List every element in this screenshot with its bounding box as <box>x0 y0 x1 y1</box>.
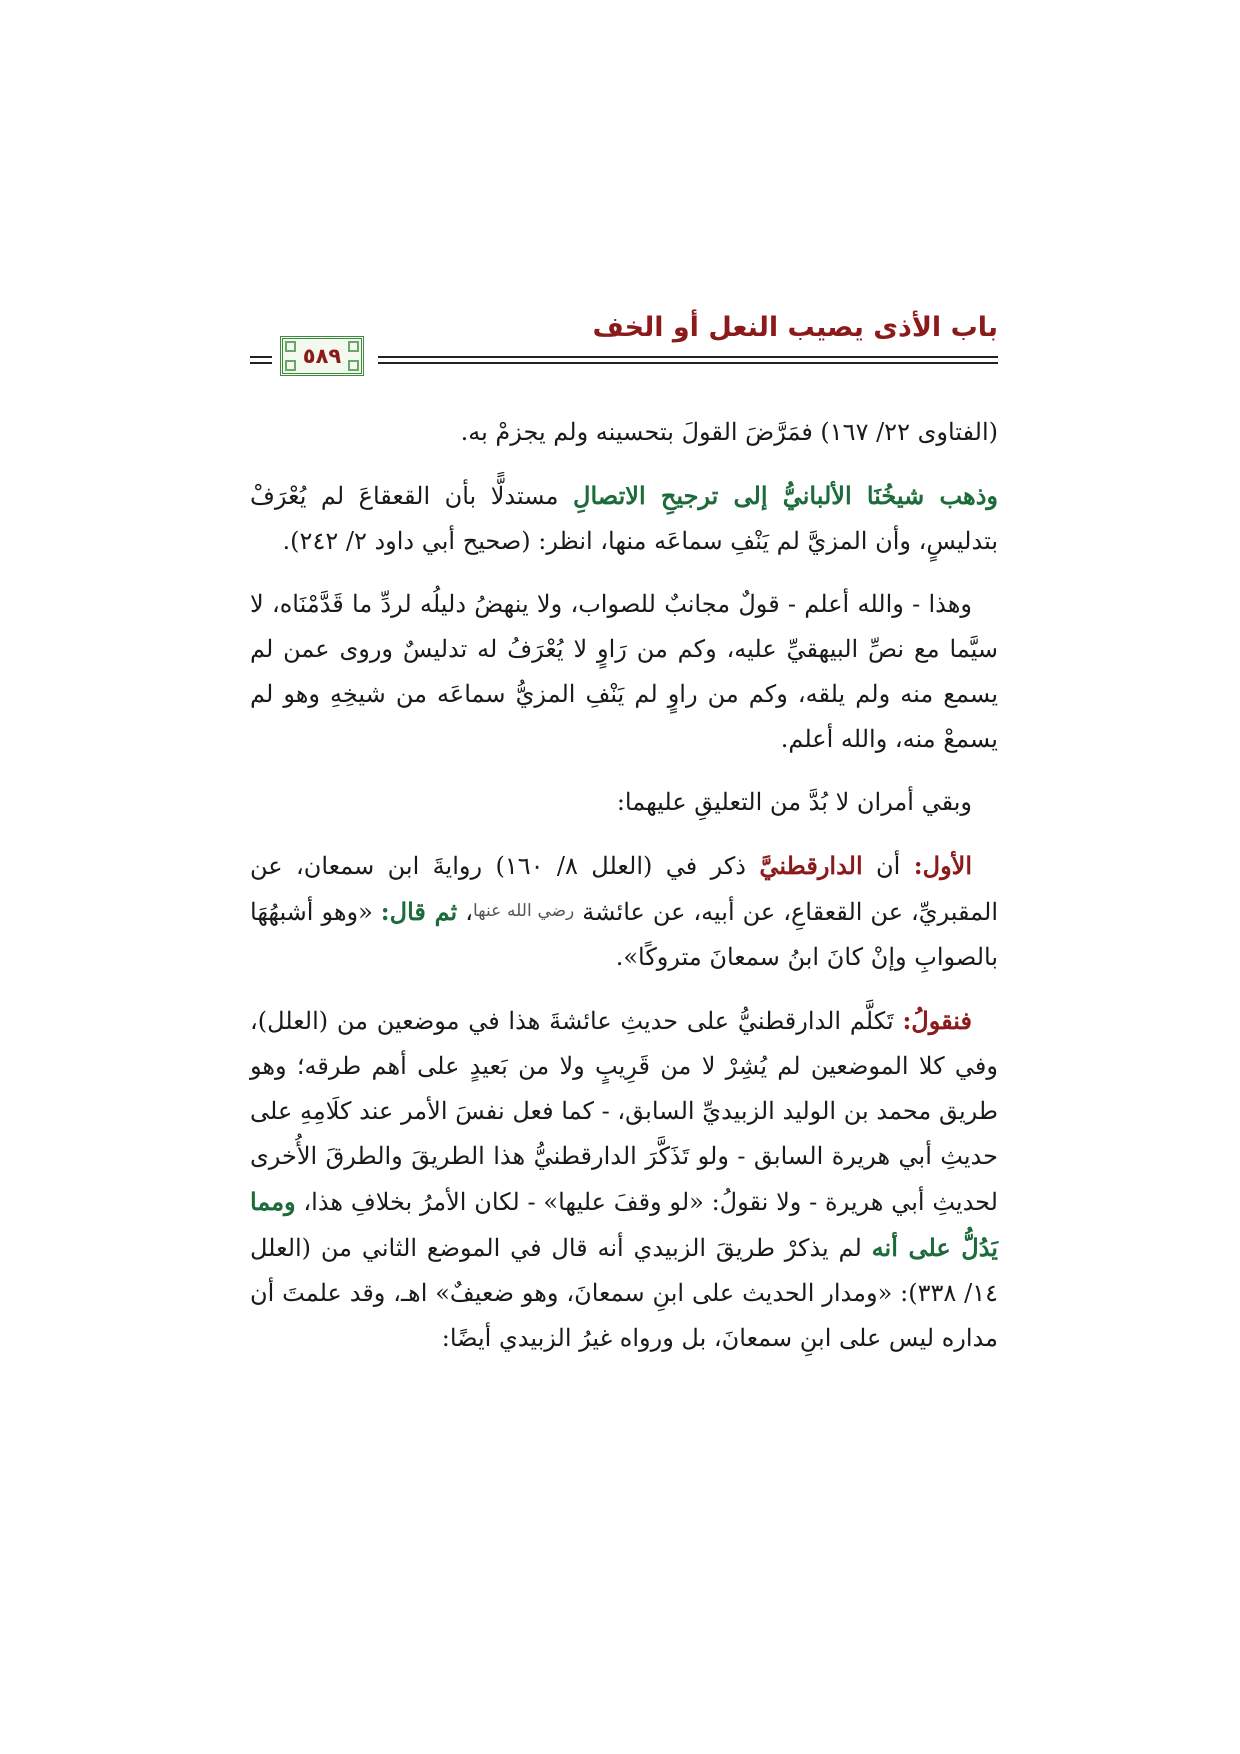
page-number: ٥٨٩ <box>302 344 342 368</box>
header-rule-left-top <box>250 356 272 358</box>
header-rule-right-bottom <box>378 362 998 364</box>
page-body <box>250 410 998 1379</box>
paragraph-two-matters: وبقي أمران لا بُدَّ من التعليقِ عليهما: <box>616 788 972 816</box>
we-say-label: فنقولُ: <box>902 1006 972 1035</box>
then-said-label: ثم قال: <box>380 897 458 926</box>
honorific-icon: رضي الله عنها <box>472 901 575 921</box>
header-rule-right-top <box>378 356 998 358</box>
evidence-phrase: ومما يَدُلُّ على أنه <box>250 1187 998 1262</box>
badge-ornament-icon <box>348 360 359 371</box>
header-rule-left-bottom <box>250 362 272 364</box>
paragraph-we-say: فنقولُ: تَكلَّم الدارقطنيُّ على حديثِ عائشةَ هذا في موضعين من (العلل)، وفي كلا الموضعين لم يُشِرْ لا من قَرِيبٍ ولا من بَعيدٍ على أهم طرقه؛ وهو طريق محمد بن الوليد الزبيديِّ السابق، - كما فعل نفسَ الأمر عند كلَامِهِ على حديثِ أبي هريرة السابق - ولو تَذَكَّرَ الدارقطنيُّ هذا الطريقَ والطرقَ الأُخرى لحديثِ أبي هريرة - ولا نقولُ: «لو وقفَ عليها» - لكان الأمرُ بخلافِ هذا، ومما يَدُلُّ على أنه لم يذكرْ طريقَ الزبيدي أنه قال في الموضع الثاني من (العلل ١٤/ ٣٣٨): «ومدار الحديث على ابنِ سمعانَ، وهو ضعيفٌ» اهـ، وقد علمتَ أن مداره ليس على ابنِ سمعانَ، بل ورواه غيرُ الزبيدي أيضًا: <box>250 1006 999 1352</box>
daraqutni-name: الدارقطنيَّ <box>759 851 863 880</box>
chapter-title: باب الأذى يصيب النعل أو الخف <box>592 312 998 343</box>
first-label: الأول: <box>913 851 973 880</box>
page-header <box>250 312 998 392</box>
badge-ornament-icon <box>285 341 296 352</box>
page-number-badge <box>280 336 364 376</box>
badge-ornament-icon <box>348 341 359 352</box>
badge-ornament-icon <box>285 360 296 371</box>
paragraph-albani-view: وذهب شيخُنَا الألبانيُّ إلى ترجيحِ الاتصالِ مستدلًّا بأن القعقاعَ لم يُعْرَفْ بتدليسٍ، وأن المزيَّ لم يَنْفِ سماعَه منها، انظر: (صحيح أبي داود ٢/ ٢٤٢). <box>250 481 998 555</box>
paragraph-rebuttal: وهذا - والله أعلم - قولٌ مجانبٌ للصواب، ولا ينهضُ دليلُه لردِّ ما قَدَّمْنَاه، لا سيَّما مع نصِّ البيهقيِّ عليه، وكم من رَاوٍ لا يُعْرَفُ له تدليسٌ وروى عمن لم يسمع منه ولم يلقه، وكم من راوٍ لم يَنْفِ المزيُّ سماعَه من شيخِهِ وهو لم يسمعْ منه، والله أعلم. <box>250 590 998 753</box>
albani-heading: وذهب شيخُنَا الألبانيُّ إلى ترجيحِ الاتصالِ <box>573 481 998 510</box>
paragraph-fatawa-citation: (الفتاوى ٢٢/ ١٦٧) فمَرَّضَ القولَ بتحسينه ولم يجزمْ به. <box>460 418 998 446</box>
paragraph-first-matter: الأول: أن الدارقطنيَّ ذكر في (العلل ٨/ ١٦٠) روايةَ ابن سمعان، عن المقبريِّ، عن القعقاعِ، عن أبيه، عن عائشة رضي الله عنها، ثم قال: «وهو أشبهُهَا بالصوابِ وإنْ كانَ ابنُ سمعانَ متروكًا». <box>250 851 999 971</box>
